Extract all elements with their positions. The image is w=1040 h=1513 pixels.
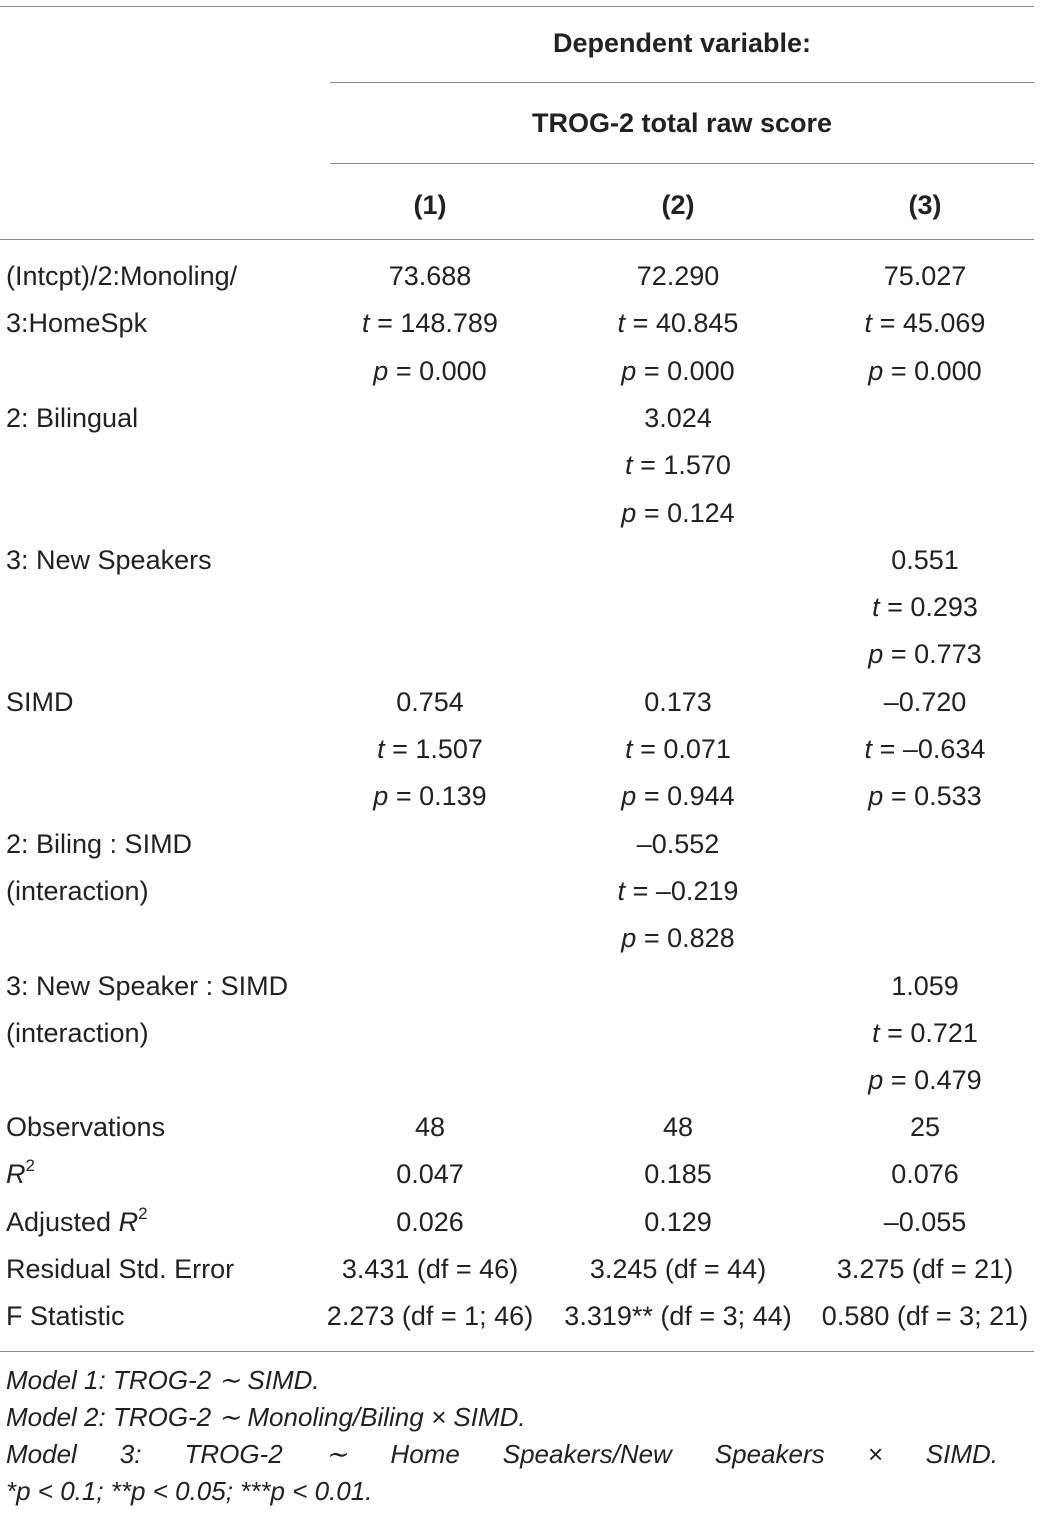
p-value: p = 0.533 bbox=[868, 781, 982, 812]
t-statistic: t = 45.069 bbox=[864, 308, 986, 339]
coefficient-value: 73.688 bbox=[388, 261, 472, 291]
stat-value: 48 bbox=[414, 1112, 446, 1142]
p-value: p = 0.000 bbox=[868, 355, 982, 386]
row-label: 2: Biling : SIMD bbox=[6, 828, 193, 859]
stat-value: 3.319** (df = 3; 44) bbox=[564, 1301, 792, 1332]
coefficient-value: 75.027 bbox=[883, 261, 967, 291]
p-number: 0.124 bbox=[667, 497, 735, 528]
superscript: 2 bbox=[138, 1203, 148, 1223]
t-value: 1.507 bbox=[415, 734, 483, 764]
stat-value: 3.245 (df = 44) bbox=[589, 1253, 767, 1284]
note-word: Model bbox=[6, 1439, 77, 1469]
p-number: 0.533 bbox=[914, 781, 982, 812]
row-label: 3:HomeSpk bbox=[6, 308, 148, 339]
t-value: –0.634 bbox=[902, 734, 986, 764]
stat-label: Residual Std. Error bbox=[6, 1253, 235, 1284]
row-label: (Intcpt)/2:Monoling/ bbox=[6, 261, 238, 291]
note-significance: *p < 0.1; **p < 0.05; ***p < 0.01. bbox=[6, 1476, 373, 1506]
stat-value: 0.076 bbox=[891, 1159, 959, 1190]
t-value: 0.293 bbox=[910, 592, 978, 623]
t-statistic: t = –0.634 bbox=[864, 734, 986, 764]
p-number: 0.773 bbox=[914, 639, 982, 670]
p-number: 0.000 bbox=[914, 355, 982, 386]
stat-value: –0.055 bbox=[883, 1206, 967, 1237]
t-statistic: t = –0.219 bbox=[617, 875, 739, 906]
t-value: –0.219 bbox=[655, 875, 739, 906]
stat-label: $R^2$ bbox=[6, 1156, 35, 1190]
p-number: 0.479 bbox=[914, 1065, 982, 1096]
dv-rule bbox=[330, 82, 1034, 83]
coefficient-value: 3.024 bbox=[644, 402, 712, 433]
p-value: p = 0.000 bbox=[373, 355, 487, 386]
t-statistic: t = 1.570 bbox=[625, 450, 731, 481]
t-value: 45.069 bbox=[902, 308, 986, 339]
p-value: p = 0.828 bbox=[621, 923, 735, 954]
dependent-variable-heading: Dependent variable: bbox=[552, 28, 812, 58]
column-header-3: (3) bbox=[908, 190, 942, 220]
coefficient-value: 72.290 bbox=[636, 261, 720, 291]
row-label: 3: New Speaker : SIMD bbox=[6, 970, 289, 1001]
t-statistic: t = 1.507 bbox=[377, 734, 483, 764]
stat-value: 0.026 bbox=[396, 1206, 464, 1237]
p-number: 0.828 bbox=[667, 923, 735, 954]
dependent-variable-name: TROG-2 total raw score bbox=[531, 108, 833, 138]
stat-value: 0.129 bbox=[644, 1206, 712, 1237]
t-value: 0.071 bbox=[663, 734, 731, 764]
p-value: p = 0.124 bbox=[621, 497, 735, 528]
coefficient-value: 1.059 bbox=[891, 970, 959, 1001]
top-rule bbox=[0, 6, 1034, 7]
row-label: SIMD bbox=[6, 686, 74, 717]
p-value: p = 0.479 bbox=[868, 1065, 982, 1096]
p-value: p = 0.944 bbox=[621, 781, 735, 812]
p-value: p = 0.139 bbox=[373, 781, 487, 812]
stat-value: 0.047 bbox=[396, 1159, 464, 1190]
stat-value: 48 bbox=[662, 1112, 694, 1142]
stat-value: 3.431 (df = 46) bbox=[341, 1253, 519, 1284]
note-model-3 bbox=[6, 1436, 998, 1473]
note-word: SIMD. bbox=[925, 1439, 998, 1469]
t-statistic: t = 0.721 bbox=[872, 1017, 978, 1048]
stat-value: 2.273 (df = 1; 46) bbox=[326, 1301, 534, 1332]
t-statistic: t = 40.845 bbox=[617, 308, 739, 339]
stat-value: 0.580 (df = 3; 21) bbox=[821, 1301, 1029, 1332]
coefficient-value: 0.754 bbox=[396, 686, 464, 717]
coefficient-value: 0.173 bbox=[644, 686, 712, 717]
stat-value: 3.275 (df = 21) bbox=[836, 1253, 1014, 1284]
p-value: p = 0.000 bbox=[621, 355, 735, 386]
stat-value: 0.185 bbox=[644, 1159, 712, 1190]
superscript: 2 bbox=[25, 1156, 35, 1176]
note-word: TROG-2 bbox=[184, 1439, 283, 1469]
p-number: 0.000 bbox=[667, 355, 735, 386]
stat-label: F Statistic bbox=[6, 1301, 125, 1332]
coefficient-value: 0.551 bbox=[891, 544, 959, 575]
note-model-1: Model 1: TROG-2 ∼ SIMD. bbox=[6, 1365, 320, 1395]
stat-value: 25 bbox=[909, 1112, 941, 1142]
p-number: 0.000 bbox=[419, 355, 487, 386]
t-value: 148.789 bbox=[400, 308, 498, 339]
column-header-1: (1) bbox=[413, 190, 447, 220]
row-label: 2: Bilingual bbox=[6, 402, 139, 433]
coefficient-value: –0.552 bbox=[636, 828, 720, 859]
t-statistic: t = 0.071 bbox=[625, 734, 731, 764]
t-statistic: t = 0.293 bbox=[872, 592, 978, 623]
dv-name-rule bbox=[330, 163, 1034, 164]
note-model-2: Model 2: TROG-2 ∼ Monoling/Biling × SIMD. bbox=[6, 1402, 526, 1432]
stat-label: Observations bbox=[6, 1112, 166, 1142]
note-word: 3: bbox=[119, 1439, 142, 1469]
p-number: 0.944 bbox=[667, 781, 735, 812]
p-number: 0.139 bbox=[419, 781, 487, 812]
note-word: Speakers/New bbox=[502, 1439, 672, 1469]
note-word: Speakers bbox=[714, 1439, 825, 1469]
t-value: 0.721 bbox=[910, 1017, 978, 1048]
note-word: Home bbox=[390, 1439, 460, 1469]
header-rule bbox=[0, 239, 1034, 240]
stat-label: Adjusted $R^2$ bbox=[6, 1203, 148, 1237]
row-label: 3: New Speakers bbox=[6, 544, 212, 575]
t-value: 1.570 bbox=[663, 450, 731, 481]
row-label: (interaction) bbox=[6, 875, 149, 906]
row-label: (interaction) bbox=[6, 1017, 149, 1048]
t-statistic: t = 148.789 bbox=[362, 308, 498, 339]
note-word: × bbox=[867, 1439, 883, 1469]
t-value: 40.845 bbox=[655, 308, 739, 339]
bottom-rule bbox=[0, 1351, 1034, 1352]
note-word: ∼ bbox=[325, 1439, 348, 1469]
p-value: p = 0.773 bbox=[868, 639, 982, 670]
coefficient-value: –0.720 bbox=[883, 686, 967, 717]
column-header-2: (2) bbox=[661, 190, 695, 220]
